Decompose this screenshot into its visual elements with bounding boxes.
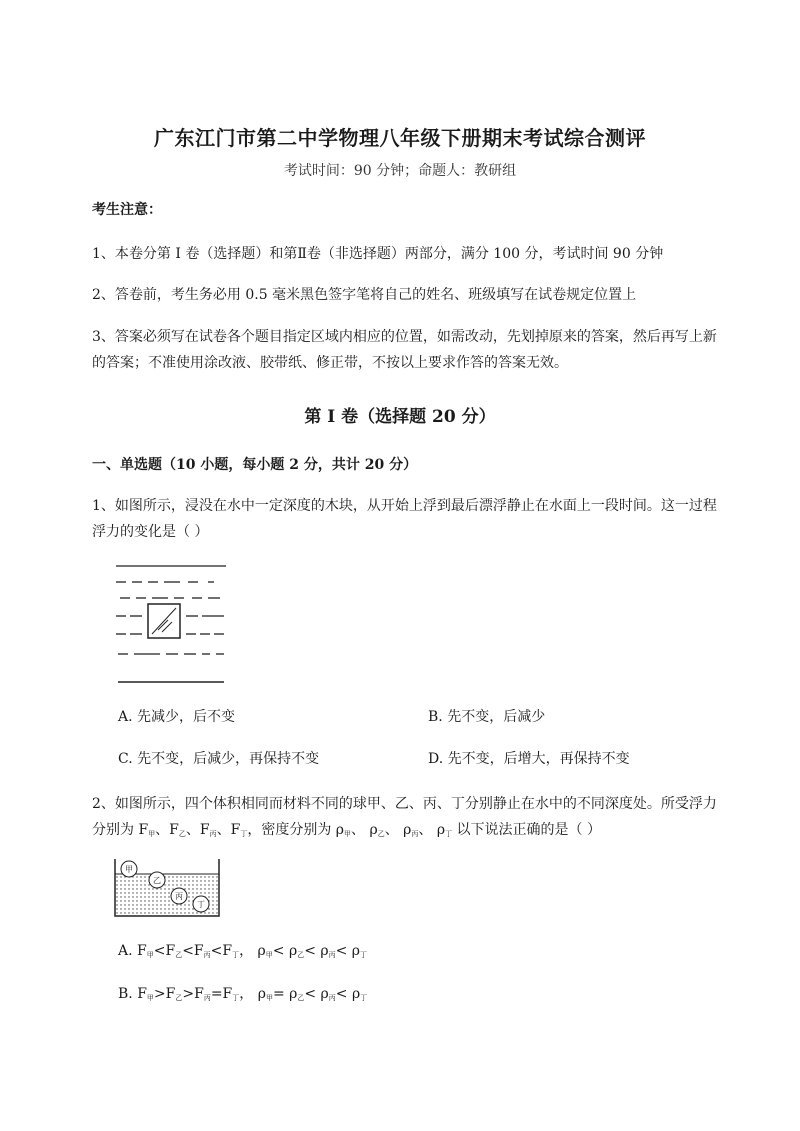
ball-ding: [193, 896, 209, 912]
ball-label-jia: 甲: [125, 865, 133, 874]
part-heading: 一、单选题（10 小题，每小题 2 分，共计 20 分）: [92, 457, 418, 473]
notice-item-1: 1、本卷分第 I 卷（选择题）和第Ⅱ卷（非选择题）两部分，满分 100 分，考试时间 90 分钟: [92, 246, 664, 262]
ball-label-ding: 丁: [197, 900, 205, 909]
notice-item-3: 3、答案必须写在试卷各个题目指定区域内相应的位置，如需改动，先划掉原来的答案，然后再写上新: [92, 329, 717, 345]
notice-item-2: 2、答卷前，考生务必用 0.5 毫米黑色签字笔将自己的姓名、班级填写在试卷规定位置上: [92, 287, 637, 303]
q1-stem-line2: 浮力的变化是（ ）: [92, 524, 209, 540]
q2-option-b[interactable]: B. $F_甲>F_乙>F_丙=F_丁$， $\rho_甲= \rho_乙< \rho_丙< \rho_丁$: [118, 986, 368, 1002]
q2-stem-line1: 2、如图所示，四个体积相同而材料不同的球甲、乙、丙、丁分别静止在水中的不同深度处。所受浮力: [92, 796, 717, 812]
exam-info: 考试时间：90 分钟；命题人：教研组: [283, 163, 517, 179]
q1-option-c[interactable]: C. 先不变，后减少，再保持不变: [118, 751, 320, 767]
q1-option-d[interactable]: D. 先不变，后增大，再保持不变: [428, 751, 630, 767]
q1-figure-block-in-water: [112, 560, 232, 690]
ball-yi: [149, 872, 165, 888]
ball-label-bing: 丙: [175, 892, 183, 901]
q2-stem-line2: 分别为 $F_甲$、$F_乙$、$F_丙$、$F_丁$，密度分别为 $\rho_甲$、 $\rho_乙$、 $\rho_丙$、 $\rho_丁$ 以下说法正确的是（ ）: [92, 822, 601, 838]
q2-figure-four-balls: [112, 856, 224, 920]
page-title: 广东江门市第二中学物理八年级下册期末考试综合测评: [154, 126, 646, 150]
ball-label-yi: 乙: [153, 876, 161, 885]
notice-item-3-cont: 的答案；不准使用涂改液、胶带纸、修正带，不按以上要求作答的答案无效。: [92, 355, 568, 371]
q2-option-a[interactable]: A. $F_甲<F_乙<F_丙<F_丁$， $\rho_甲< \rho_乙< \rho_丙< \rho_丁$: [118, 943, 368, 959]
q1-option-a[interactable]: A. 先减少，后不变: [118, 709, 236, 725]
ball-bing: [171, 888, 187, 904]
notice-heading: 考生注意：: [92, 202, 162, 218]
q1-stem-line1: 1、如图所示，浸没在水中一定深度的木块，从开始上浮到最后漂浮静止在水面上一段时间。这一过程: [92, 498, 717, 514]
section-title: 第 I 卷（选择题 20 分）: [304, 407, 496, 427]
ball-jia: [121, 861, 137, 877]
q1-option-b[interactable]: B. 先不变，后减少: [428, 709, 546, 725]
